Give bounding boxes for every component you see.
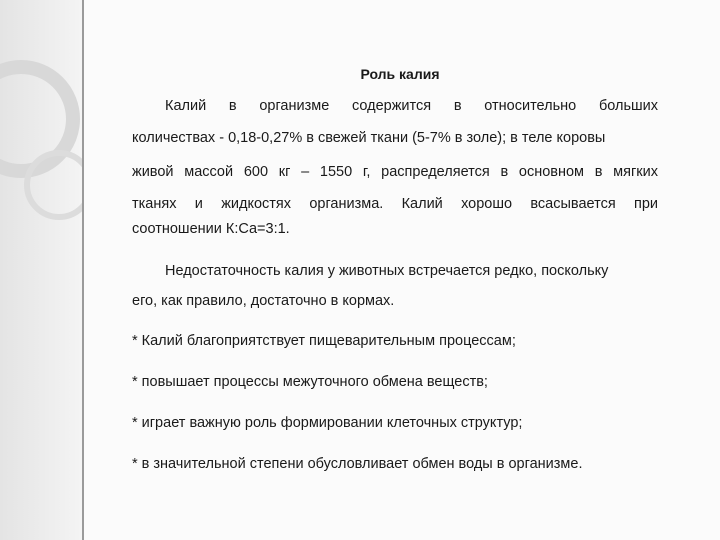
bullet-item: * Калий благоприятствует пищеварительным процессам; — [132, 333, 516, 349]
bullet-item: * играет важную роль формировании клеточных структур; — [132, 415, 523, 431]
slide-title: Роль калия — [360, 66, 440, 82]
paragraph-line: количествах - 0,18-0,27% в свежей ткани (5-7% в золе); в теле коровы — [132, 130, 606, 146]
paragraph-line: его, как правило, достаточно в кормах. — [132, 293, 395, 309]
bullet-item: * в значительной степени обусловливает обмен воды в организме. — [132, 456, 583, 472]
paragraph-line: Калий в организме содержится в относительно больших — [165, 98, 658, 114]
decorative-circle-small — [24, 150, 82, 220]
paragraph-line: тканях и жидкостях организма. Калий хорошо всасывается при — [132, 196, 658, 212]
paragraph-line: Недостаточность калия у животных встречается редко, поскольку — [165, 263, 609, 279]
paragraph-line: соотношении К:Са=3:1. — [132, 221, 290, 237]
bullet-item: * повышает процессы межуточного обмена веществ; — [132, 374, 488, 390]
paragraph-line: живой массой 600 кг – 1550 г, распределяется в основном в мягких — [132, 164, 658, 180]
